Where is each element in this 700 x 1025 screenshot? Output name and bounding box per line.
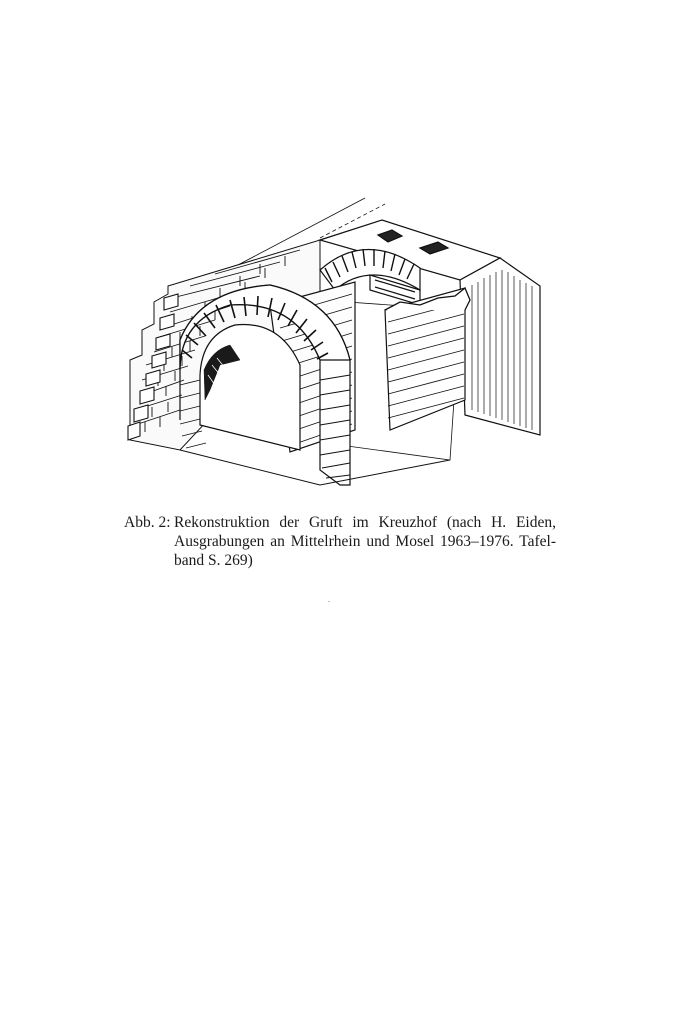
right-wall — [460, 258, 540, 435]
figure-caption — [124, 513, 556, 570]
caption-label: Abb. 2: — [124, 514, 171, 531]
crypt-drawing-icon — [120, 190, 550, 500]
scan-speck — [328, 601, 330, 602]
caption-line: Rekonstruktion der Gruft im Kreuzhof (nach H. Eiden, — [174, 514, 556, 531]
caption-line: band S. 269) — [174, 552, 253, 569]
caption-line: Ausgrabungen an Mittelrhein und Mosel 1963–1976. Tafel- — [174, 533, 556, 550]
right-front-wall — [385, 288, 470, 430]
crypt-reconstruction-figure — [120, 190, 550, 500]
